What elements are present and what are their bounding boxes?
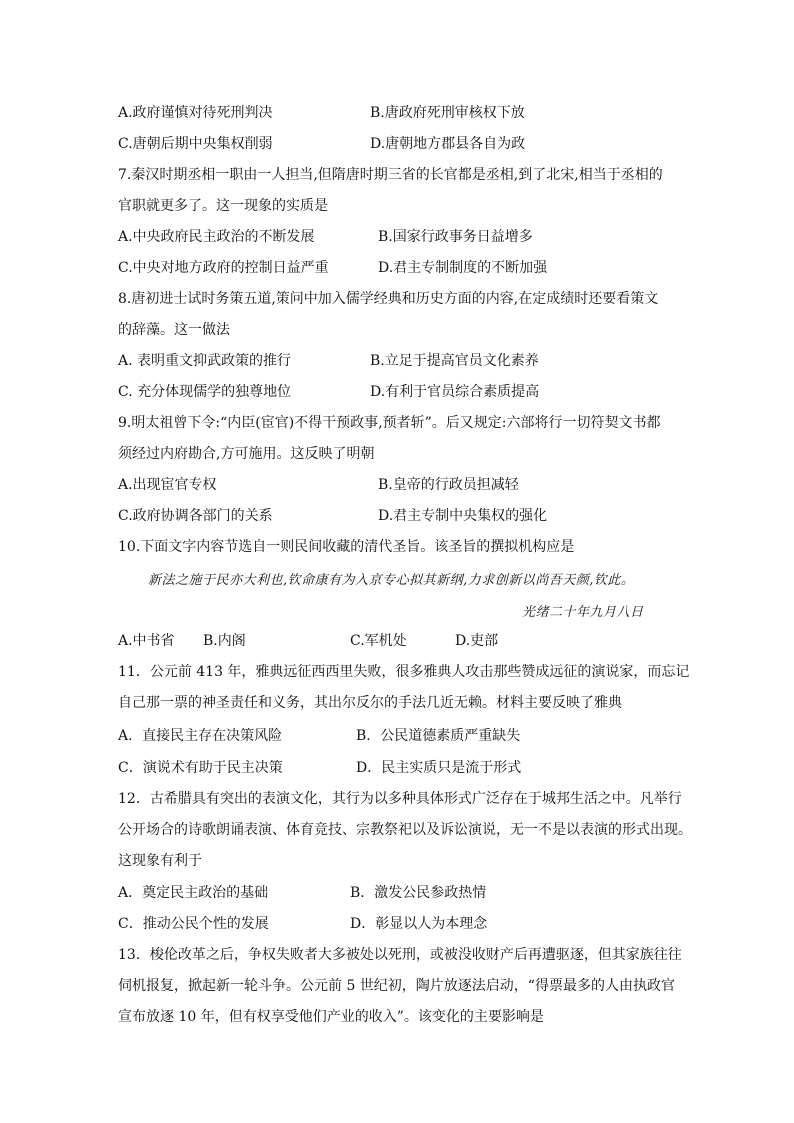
q9-option-b: B.皇帝的行政员担减轻 xyxy=(378,477,519,493)
q6-option-a: A.政府谨慎对待死刑判决 xyxy=(118,105,273,121)
q7-option-d: D.君主专制制度的不断加强 xyxy=(378,260,548,276)
q13-stem-line3: 宣布放逐 10 年，但有权享受他们产业的收入”。该变化的主要影响是 xyxy=(118,1009,544,1025)
q10-option-c: C.军机处 xyxy=(350,633,407,649)
q10-option-a: A.中书省 xyxy=(118,633,175,649)
q8-stem-line2: 的辞藻。这一做法 xyxy=(118,322,230,338)
q13-stem-line1: 13．梭伦改革之后，争权失败者大多被处以死刑，或被没收财产后再遭驱逐，但其家族往往 xyxy=(118,947,682,963)
q11-stem-line1: 11．公元前 413 年，雅典远征西西里失败，很多雅典人攻击那些赞成远征的演说家，而忘记 xyxy=(118,664,690,680)
q9-stem-line1: 9.明太祖曾下令:“内臣(宦官)不得干预政事,预者斩”。后又规定:六部将行一切符契文书都 xyxy=(118,415,661,431)
q7-option-b: B.国家行政事务日益增多 xyxy=(378,229,533,245)
q6-option-d: D.唐朝地方郡县各自为政 xyxy=(370,136,526,152)
q6-option-c: C.唐朝后期中央集权削弱 xyxy=(118,136,273,152)
q12-option-d: D．彰显以人为本理念 xyxy=(350,916,488,932)
q10-option-b: B.内阁 xyxy=(203,633,246,649)
q8-option-b: B.立足于提高官员文化素养 xyxy=(370,353,539,369)
q9-option-c: C.政府协调各部门的关系 xyxy=(118,508,273,524)
q7-option-c: C.中央对地方政府的控制日益严重 xyxy=(118,260,329,276)
q9-option-a: A.出现宦官专权 xyxy=(118,477,217,493)
q11-option-a: A．直接民主存在决策风险 xyxy=(118,728,283,744)
q12-option-a: A．奠定民主政治的基础 xyxy=(118,885,269,901)
q8-option-c: C. 充分体现儒学的独尊地位 xyxy=(118,384,292,400)
q10-edict-date: 光绪二十年九月八日 xyxy=(522,605,644,620)
q8-option-d: D.有利于官员综合素质提高 xyxy=(370,384,540,400)
q12-option-b: B．激发公民参政热情 xyxy=(350,885,487,901)
q8-stem-line1: 8.唐初进士试时务策五道,策问中加入儒学经典和历史方面的内容,在定成绩时还要看策文 xyxy=(118,291,659,307)
q6-option-b: B.唐政府死刑审核权下放 xyxy=(370,105,525,121)
q13-stem-line2: 伺机报复，掀起新一轮斗争。公元前 5 世纪初，陶片放逐法启动，“得票最多的人由执政官 xyxy=(118,978,675,994)
q8-option-a: A. 表明重文抑武政策的推行 xyxy=(118,353,292,369)
q12-option-c: C．推动公民个性的发展 xyxy=(118,916,269,932)
q7-stem-line1: 7.秦汉时期丞相一职由一人担当,但隋唐时期三省的长官都是丞相,到了北宋,相当于丞相的 xyxy=(118,167,663,183)
q11-stem-line2: 自己那一票的神圣责任和义务，其出尔反尔的手法几近无赖。材料主要反映了雅典 xyxy=(118,695,622,711)
q11-option-b: B．公民道德素质严重缺失 xyxy=(356,728,521,744)
q10-stem-line1: 10.下面文字内容节选自一则民间收藏的清代圣旨。该圣旨的撰拟机构应是 xyxy=(118,539,575,555)
q9-stem-line2: 须经过内府勘合,方可施用。这反映了明朝 xyxy=(118,446,375,462)
q12-stem-line2: 公开场合的诗歌朗诵表演、体育竞技、宗教祭祀以及诉讼演说，无一不是以表演的形式出现。 xyxy=(118,822,692,838)
q10-edict-quote: 新法之施于民亦大利也,钦命康有为入京专心拟其新纲,力求创新以尚吾天颜,钦此。 xyxy=(148,573,635,588)
q12-stem-line1: 12．古希腊具有突出的表演文化，其行为以多种具体形式广泛存在于城邦生活之中。凡举行 xyxy=(118,791,682,807)
q11-option-d: D．民主实质只是流于形式 xyxy=(356,760,522,776)
q11-option-c: C．演说术有助于民主决策 xyxy=(118,760,283,776)
q7-option-a: A.中央政府民主政治的不断发展 xyxy=(118,229,315,245)
q7-stem-line2: 官职就更多了。这一现象的实质是 xyxy=(118,198,328,214)
q12-stem-line3: 这现象有利于 xyxy=(118,853,202,869)
q10-option-d: D.吏部 xyxy=(455,633,499,649)
q9-option-d: D.君主专制中央集权的强化 xyxy=(378,508,548,524)
